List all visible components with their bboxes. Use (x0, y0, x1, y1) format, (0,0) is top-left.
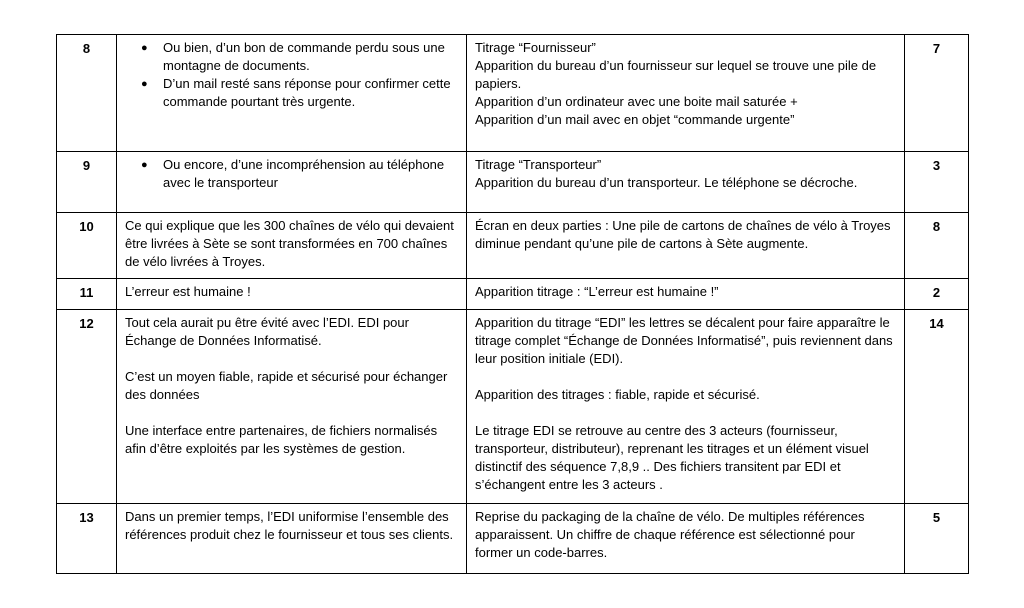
voiceover-text (117, 35, 467, 152)
text-paragraph: L’erreur est humaine ! (125, 284, 251, 299)
sequence-number: 10 (57, 213, 117, 279)
text-paragraph: Une interface entre partenaires, de fichiers normalisés afin d’être exploités par les systèmes de gestion. (125, 423, 438, 456)
voiceover-text (117, 213, 467, 279)
sequence-number: 9 (57, 152, 117, 213)
voiceover-text (117, 279, 467, 310)
visual-description (467, 35, 905, 152)
visual-line: Apparition d’un ordinateur avec une boite mail saturée + (475, 94, 798, 109)
duration-seconds: 8 (905, 213, 969, 279)
text-paragraph: C’est un moyen fiable, rapide et sécurisé pour échanger des données (125, 369, 448, 402)
visual-description (467, 504, 905, 574)
visual-description (467, 152, 905, 213)
visual-description (467, 279, 905, 310)
sequence-number: 11 (57, 279, 117, 310)
table-row (57, 213, 969, 279)
visual-line: Titrage “Fournisseur” (475, 40, 596, 55)
visual-paragraph: Le titrage EDI se retrouve au centre des 3 acteurs (fournisseur, transporteur, distributeur), reprenant les titrages et un élément visuel distinctif des séquence 7,8,9 .. Des fichiers transitent par EDI et s’échangent entre les 3 acteurs . (475, 423, 869, 492)
sequence-number: 12 (57, 310, 117, 504)
voiceover-text (117, 504, 467, 574)
visual-line: Apparition du bureau d’un fournisseur sur lequel se trouve une pile de papiers. (475, 58, 877, 91)
duration-seconds: 2 (905, 279, 969, 310)
storyboard-table (56, 34, 969, 574)
list-item: ● D’un mail resté sans réponse pour confirmer cette commande pourtant très urgente. (141, 76, 451, 109)
bullet-icon: ● (141, 42, 148, 54)
sequence-number: 8 (57, 35, 117, 152)
duration-seconds: 3 (905, 152, 969, 213)
bullet-icon: ● (141, 78, 148, 90)
duration-seconds: 5 (905, 504, 969, 574)
visual-paragraph: Apparition titrage : “L’erreur est humaine !” (475, 284, 719, 299)
text-paragraph: Ce qui explique que les 300 chaînes de vélo qui devaient être livrées à Sète se sont transformées en 700 chaînes de vélo livrées à Troyes. (125, 218, 454, 269)
sequence-number: 13 (57, 504, 117, 574)
list-item: ● Ou bien, d’un bon de commande perdu sous une montagne de documents. (141, 40, 445, 73)
visual-paragraph: Écran en deux parties : Une pile de cartons de chaînes de vélo à Troyes diminue pendant qu’une pile de cartons à Sète augmente. (475, 218, 891, 251)
text-paragraph: Dans un premier temps, l’EDI uniformise l’ensemble des références produit chez le fournisseur et tous ses clients. (125, 509, 454, 542)
list-item: ● Ou encore, d’une incompréhension au téléphone avec le transporteur (141, 157, 445, 190)
visual-line: Apparition d’un mail avec en objet “commande urgente” (475, 112, 795, 127)
visual-paragraph: Reprise du packaging de la chaîne de vélo. De multiples références apparaissent. Un chiffre de chaque référence est sélectionné pour former un code-barres. (475, 509, 865, 560)
bullet-icon: ● (141, 159, 148, 171)
visual-description (467, 213, 905, 279)
visual-paragraph: Apparition des titrages : fiable, rapide et sécurisé. (475, 387, 760, 402)
table-row (57, 504, 969, 574)
table-row (57, 152, 969, 213)
visual-paragraph: Apparition du titrage “EDI” les lettres se décalent pour faire apparaître le titrage complet “Échange de Données Informatisé”, puis reviennent dans leur position initiale (EDI). (475, 315, 893, 366)
table-row (57, 35, 969, 152)
visual-line: Apparition du bureau d’un transporteur. Le téléphone se décroche. (475, 175, 858, 190)
voiceover-text (117, 152, 467, 213)
voiceover-text (117, 310, 467, 504)
table-row (57, 310, 969, 504)
duration-seconds: 14 (905, 310, 969, 504)
visual-line: Titrage “Transporteur” (475, 157, 602, 172)
duration-seconds: 7 (905, 35, 969, 152)
text-paragraph: Tout cela aurait pu être évité avec l’EDI. EDI pour Échange de Données Informatisé. (125, 315, 409, 348)
table-row (57, 279, 969, 310)
visual-description (467, 310, 905, 504)
